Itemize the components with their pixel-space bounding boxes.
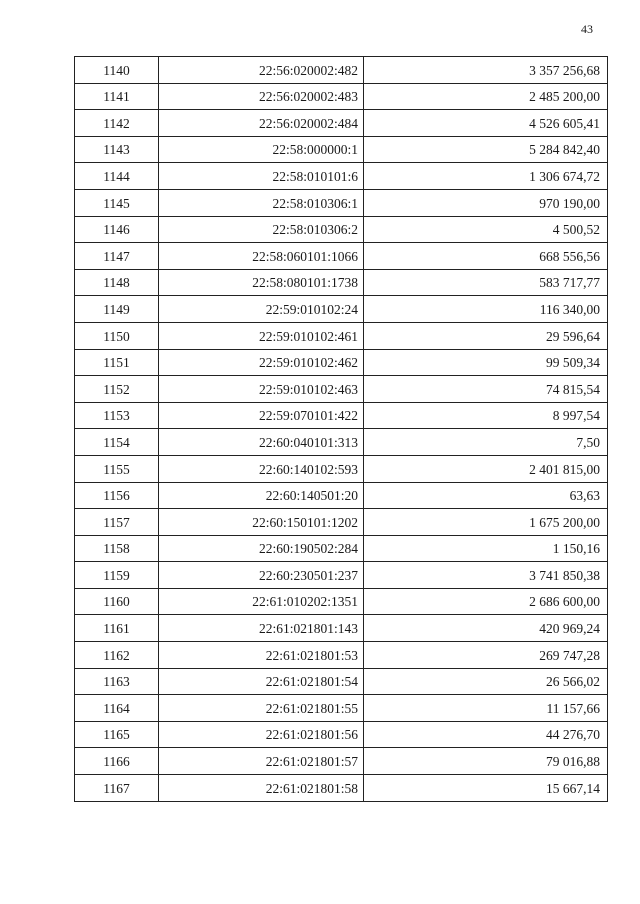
row-number-cell: 1164 — [75, 695, 159, 722]
row-number-cell: 1141 — [75, 83, 159, 110]
cadastral-number-cell: 22:58:000000:1 — [159, 136, 364, 163]
cadastral-value-cell: 1 150,16 — [364, 535, 608, 562]
cadastral-value-cell: 15 667,14 — [364, 775, 608, 802]
table-row — [75, 668, 608, 695]
cadastral-value-cell: 44 276,70 — [364, 721, 608, 748]
cadastral-number-cell: 22:59:010102:461 — [159, 322, 364, 349]
row-number-cell: 1157 — [75, 509, 159, 536]
cadastral-value-cell: 74 815,54 — [364, 376, 608, 403]
cadastral-number-cell: 22:59:010102:462 — [159, 349, 364, 376]
cadastral-number-cell: 22:61:021801:58 — [159, 775, 364, 802]
row-number-cell: 1145 — [75, 189, 159, 216]
row-number-cell: 1163 — [75, 668, 159, 695]
cadastral-number-cell: 22:59:070101:422 — [159, 402, 364, 429]
cadastral-value-cell: 29 596,64 — [364, 322, 608, 349]
page-number: 43 — [581, 22, 593, 36]
cadastral-value-cell: 1 675 200,00 — [364, 509, 608, 536]
row-number-cell: 1167 — [75, 775, 159, 802]
cadastral-value-cell: 11 157,66 — [364, 695, 608, 722]
table-row — [75, 402, 608, 429]
table-row — [75, 695, 608, 722]
table-row — [75, 110, 608, 137]
table-row — [75, 455, 608, 482]
cadastral-value-cell: 4 500,52 — [364, 216, 608, 243]
cadastral-value-cell: 2 686 600,00 — [364, 588, 608, 615]
row-number-cell: 1162 — [75, 642, 159, 669]
cadastral-value-cell: 2 401 815,00 — [364, 455, 608, 482]
cadastral-number-cell: 22:60:190502:284 — [159, 535, 364, 562]
row-number-cell: 1156 — [75, 482, 159, 509]
row-number-cell: 1150 — [75, 322, 159, 349]
cadastral-value-cell: 5 284 842,40 — [364, 136, 608, 163]
table-row — [75, 163, 608, 190]
cadastral-number-cell: 22:61:021801:54 — [159, 668, 364, 695]
table-row — [75, 57, 608, 84]
table-row — [75, 482, 608, 509]
cadastral-number-cell: 22:59:010102:463 — [159, 376, 364, 403]
table-row — [75, 243, 608, 270]
cadastral-number-cell: 22:60:230501:237 — [159, 562, 364, 589]
cadastral-value-cell: 1 306 674,72 — [364, 163, 608, 190]
cadastral-number-cell: 22:60:140102:593 — [159, 455, 364, 482]
table-row — [75, 429, 608, 456]
row-number-cell: 1155 — [75, 455, 159, 482]
table-row — [75, 535, 608, 562]
table-row — [75, 748, 608, 775]
row-number-cell: 1153 — [75, 402, 159, 429]
cadastral-value-cell: 4 526 605,41 — [364, 110, 608, 137]
table-row — [75, 562, 608, 589]
row-number-cell: 1161 — [75, 615, 159, 642]
row-number-cell: 1149 — [75, 296, 159, 323]
row-number-cell: 1159 — [75, 562, 159, 589]
row-number-cell: 1144 — [75, 163, 159, 190]
cadastral-number-cell: 22:56:020002:482 — [159, 57, 364, 84]
cadastral-number-cell: 22:61:021801:53 — [159, 642, 364, 669]
cadastral-number-cell: 22:61:021801:143 — [159, 615, 364, 642]
row-number-cell: 1143 — [75, 136, 159, 163]
cadastral-number-cell: 22:61:021801:55 — [159, 695, 364, 722]
cadastral-value-cell: 63,63 — [364, 482, 608, 509]
cadastral-value-cell: 668 556,56 — [364, 243, 608, 270]
cadastral-value-cell: 79 016,88 — [364, 748, 608, 775]
table-row — [75, 509, 608, 536]
cadastral-number-cell: 22:58:010306:1 — [159, 189, 364, 216]
cadastral-number-cell: 22:58:010101:6 — [159, 163, 364, 190]
table-row — [75, 615, 608, 642]
table-row — [75, 296, 608, 323]
cadastral-number-cell: 22:58:060101:1066 — [159, 243, 364, 270]
row-number-cell: 1160 — [75, 588, 159, 615]
cadastral-number-cell: 22:58:010306:2 — [159, 216, 364, 243]
cadastral-value-cell: 583 717,77 — [364, 269, 608, 296]
cadastral-value-table — [74, 56, 608, 802]
cadastral-value-cell: 7,50 — [364, 429, 608, 456]
table-body — [75, 57, 608, 802]
cadastral-number-cell: 22:61:021801:56 — [159, 721, 364, 748]
table-row — [75, 349, 608, 376]
cadastral-value-cell: 269 747,28 — [364, 642, 608, 669]
row-number-cell: 1154 — [75, 429, 159, 456]
row-number-cell: 1158 — [75, 535, 159, 562]
table-row — [75, 588, 608, 615]
row-number-cell: 1140 — [75, 57, 159, 84]
cadastral-value-cell: 420 969,24 — [364, 615, 608, 642]
row-number-cell: 1148 — [75, 269, 159, 296]
cadastral-number-cell: 22:56:020002:483 — [159, 83, 364, 110]
cadastral-number-cell: 22:56:020002:484 — [159, 110, 364, 137]
cadastral-value-cell: 3 357 256,68 — [364, 57, 608, 84]
row-number-cell: 1146 — [75, 216, 159, 243]
row-number-cell: 1147 — [75, 243, 159, 270]
table-row — [75, 269, 608, 296]
table-row — [75, 721, 608, 748]
table-row — [75, 642, 608, 669]
table-row — [75, 83, 608, 110]
cadastral-number-cell: 22:60:040101:313 — [159, 429, 364, 456]
row-number-cell: 1152 — [75, 376, 159, 403]
cadastral-number-cell: 22:61:021801:57 — [159, 748, 364, 775]
table-row — [75, 216, 608, 243]
cadastral-value-cell: 3 741 850,38 — [364, 562, 608, 589]
cadastral-number-cell: 22:60:150101:1202 — [159, 509, 364, 536]
table-row — [75, 189, 608, 216]
cadastral-value-cell: 8 997,54 — [364, 402, 608, 429]
row-number-cell: 1151 — [75, 349, 159, 376]
cadastral-value-cell: 99 509,34 — [364, 349, 608, 376]
table-row — [75, 136, 608, 163]
table-row — [75, 322, 608, 349]
cadastral-value-cell: 2 485 200,00 — [364, 83, 608, 110]
cadastral-value-cell: 116 340,00 — [364, 296, 608, 323]
cadastral-number-cell: 22:61:010202:1351 — [159, 588, 364, 615]
cadastral-value-cell: 26 566,02 — [364, 668, 608, 695]
cadastral-number-cell: 22:60:140501:20 — [159, 482, 364, 509]
row-number-cell: 1142 — [75, 110, 159, 137]
table-row — [75, 376, 608, 403]
cadastral-number-cell: 22:58:080101:1738 — [159, 269, 364, 296]
table-row — [75, 775, 608, 802]
cadastral-number-cell: 22:59:010102:24 — [159, 296, 364, 323]
row-number-cell: 1165 — [75, 721, 159, 748]
row-number-cell: 1166 — [75, 748, 159, 775]
cadastral-value-cell: 970 190,00 — [364, 189, 608, 216]
